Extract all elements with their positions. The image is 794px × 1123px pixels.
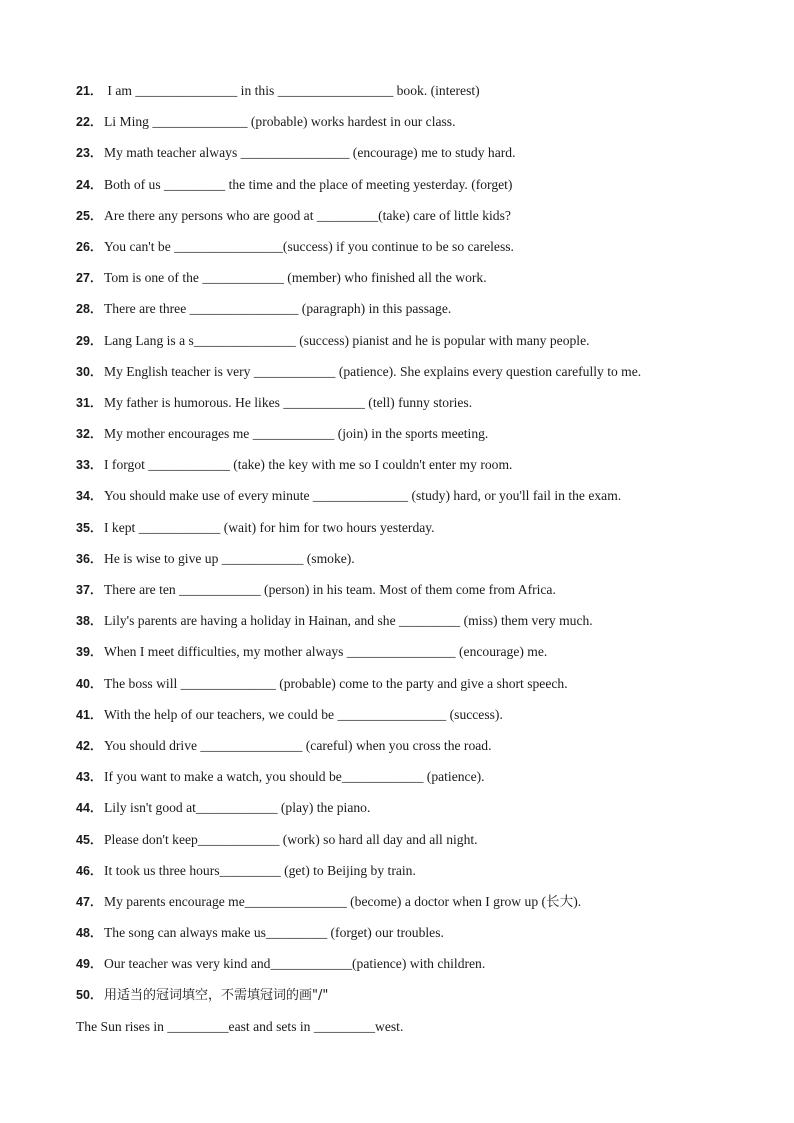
question-46 xyxy=(76,860,776,891)
question-27 xyxy=(76,267,776,298)
question-text: If you want to make a watch, you should be____________ (patience). xyxy=(104,769,485,785)
question-number: 36． xyxy=(76,551,103,566)
question-text: I am _______________ in this _________________ book. (interest) xyxy=(104,83,480,98)
question-text: Tom is one of the ____________ (member) who finished all the work. xyxy=(104,270,487,286)
question-43 xyxy=(76,766,776,797)
question-number: 34． xyxy=(76,489,103,504)
question-number: 42． xyxy=(76,738,103,753)
question-number: 32． xyxy=(76,427,103,442)
question-41 xyxy=(76,704,776,735)
question-text: Lily isn't good at____________ (play) the piano. xyxy=(104,800,371,816)
question-23 xyxy=(76,142,776,173)
question-number: 26． xyxy=(76,239,103,254)
question-text: My English teacher is very ____________ (patience). She explains every question carefully to me. xyxy=(104,363,642,379)
question-number: 43． xyxy=(76,770,103,785)
question-instruction: 用适当的冠词填空，不需填冠词的画"/" xyxy=(104,988,329,1004)
question-35 xyxy=(76,517,776,548)
question-text: Both of us _________ the time and the place of meeting yesterday. (forget) xyxy=(104,176,513,192)
question-text: Are there any persons who are good at _________(take) care of little kids? xyxy=(104,207,511,223)
question-44 xyxy=(76,797,776,828)
question-text: You should drive _______________ (careful) when you cross the road. xyxy=(104,737,492,753)
question-text: Li Ming ______________ (probable) works hardest in our class. xyxy=(104,114,456,130)
question-text: Lang Lang is a s_______________ (success) pianist and he is popular with many people. xyxy=(104,332,590,348)
question-36 xyxy=(76,548,776,579)
question-25 xyxy=(76,205,776,236)
question-number: 47． xyxy=(76,894,103,909)
question-text: He is wise to give up ____________ (smoke). xyxy=(104,550,355,566)
question-text: Please don't keep____________ (work) so hard all day and all night. xyxy=(104,831,478,847)
question-text: Our teacher was very kind and____________(patience) with children. xyxy=(104,956,486,972)
question-number: 45． xyxy=(76,832,103,847)
question-30 xyxy=(76,361,776,392)
question-number: 27． xyxy=(76,271,103,286)
question-number: 50． xyxy=(76,988,103,1003)
question-number: 48． xyxy=(76,926,103,941)
question-text: There are three ________________ (paragraph) in this passage. xyxy=(104,301,452,317)
question-50 xyxy=(76,984,776,1015)
question-33 xyxy=(76,454,776,485)
question-text: My father is humorous. He likes ____________ (tell) funny stories. xyxy=(104,394,473,410)
question-text: The boss will ______________ (probable) come to the party and give a short speech. xyxy=(104,675,568,691)
question-number: 44． xyxy=(76,801,103,816)
question-text: My math teacher always ________________ (encourage) me to study hard. xyxy=(104,145,516,161)
question-number: 35． xyxy=(76,520,103,535)
question-number: 40． xyxy=(76,676,103,691)
question-text: You should make use of every minute ______________ (study) hard, or you'll fail in the exam. xyxy=(104,488,622,504)
question-48 xyxy=(76,922,776,953)
article-sentence: The Sun rises in _________east and sets in _________west. xyxy=(76,1019,404,1034)
question-40 xyxy=(76,673,776,704)
question-text: When I meet difficulties, my mother always ________________ (encourage) me. xyxy=(104,644,548,660)
question-number: 46． xyxy=(76,863,103,878)
question-47 xyxy=(76,891,776,922)
question-24 xyxy=(76,174,776,205)
question-38 xyxy=(76,610,776,641)
question-39 xyxy=(76,641,776,672)
question-42 xyxy=(76,735,776,766)
question-number: 38． xyxy=(76,614,103,629)
question-22 xyxy=(76,111,776,142)
question-34 xyxy=(76,485,776,516)
question-number: 22． xyxy=(76,115,103,130)
question-text: I kept ____________ (wait) for him for two hours yesterday. xyxy=(104,519,435,535)
question-number: 25． xyxy=(76,208,103,223)
question-number: 29． xyxy=(76,333,103,348)
question-number: 23． xyxy=(76,146,103,161)
question-number: 31． xyxy=(76,395,103,410)
question-45 xyxy=(76,829,776,860)
question-text: My parents encourage me_______________ (become) a doctor when I grow up (长大). xyxy=(104,893,582,909)
question-text: I forgot ____________ (take) the key with me so I couldn't enter my room. xyxy=(104,457,513,473)
question-text: With the help of our teachers, we could be ________________ (success). xyxy=(104,706,503,722)
question-28 xyxy=(76,298,776,329)
question-text: It took us three hours_________ (get) to Beijing by train. xyxy=(104,862,416,878)
question-number: 21． xyxy=(76,84,103,98)
question-29 xyxy=(76,330,776,361)
question-49 xyxy=(76,953,776,984)
question-number: 33． xyxy=(76,458,103,473)
question-text: Lily's parents are having a holiday in Hainan, and she _________ (miss) them very much. xyxy=(104,613,593,629)
question-text: There are ten ____________ (person) in his team. Most of them come from Africa. xyxy=(104,582,556,597)
question-text: The song can always make us_________ (forget) our troubles. xyxy=(104,925,444,941)
question-number: 30． xyxy=(76,364,103,379)
question-number: 41． xyxy=(76,707,103,722)
question-37 xyxy=(76,579,776,610)
question-number: 24． xyxy=(76,177,103,192)
question-32 xyxy=(76,423,776,454)
question-number: 39． xyxy=(76,645,103,660)
question-21 xyxy=(76,80,776,111)
question-number: 28． xyxy=(76,302,103,317)
question-31 xyxy=(76,392,776,423)
question-list xyxy=(76,80,776,1016)
question-text: You can't be ________________(success) if you continue to be so careless. xyxy=(104,238,514,254)
question-text: My mother encourages me ____________ (join) in the sports meeting. xyxy=(104,426,489,442)
question-number: 49． xyxy=(76,957,103,972)
question-26 xyxy=(76,236,776,267)
question-number: 37． xyxy=(76,583,103,597)
